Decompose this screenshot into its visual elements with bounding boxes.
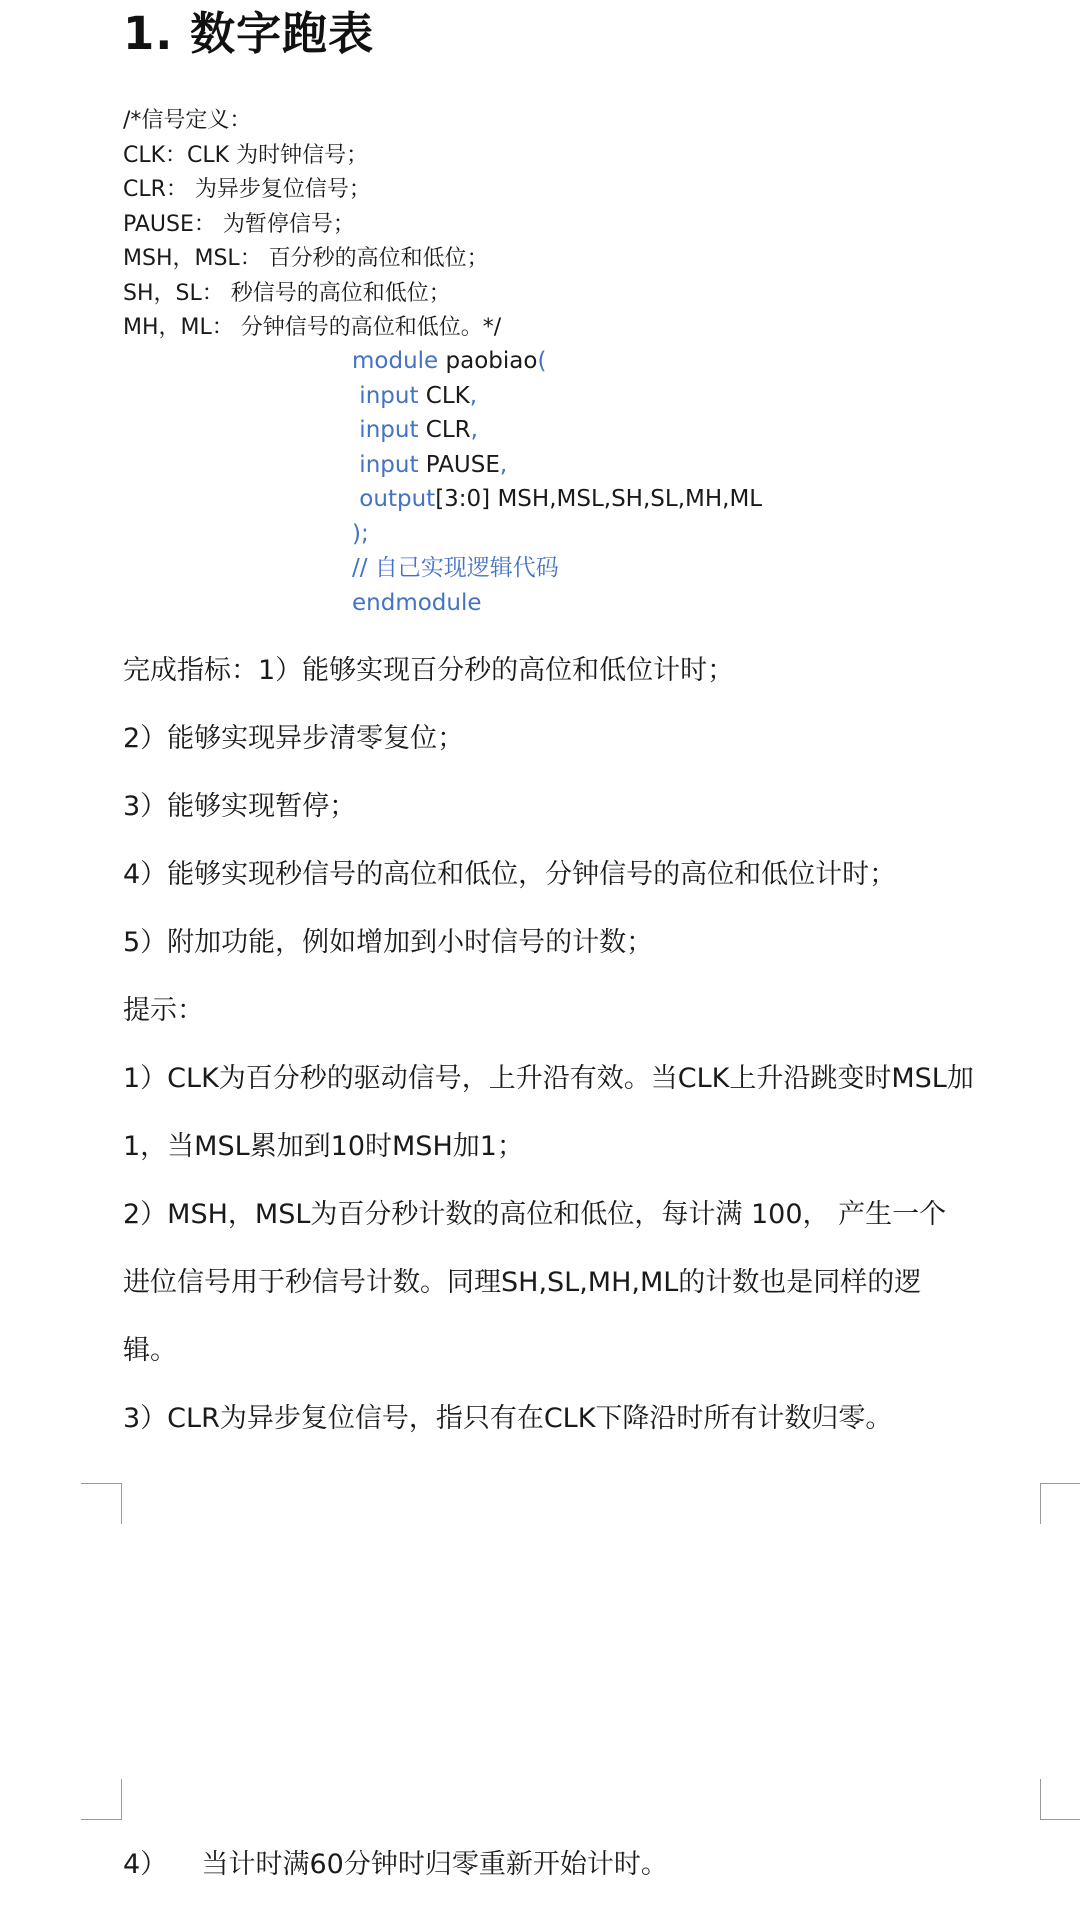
- code-line-module: [352, 344, 762, 379]
- code-comment: // 自己实现逻辑代码: [352, 555, 559, 581]
- hint-2-line-2: 进位信号用于秒信号计数。同理SH,SL,MH,ML的计数也是同样的逻: [123, 1267, 922, 1298]
- comma: ,: [469, 382, 478, 409]
- hint-title: 提示：: [123, 995, 204, 1026]
- code-line-input-pause: [352, 448, 762, 483]
- endmodule-keyword: endmodule: [352, 589, 482, 616]
- comment-line: SH，SL： 秒信号的高位和低位；: [123, 280, 451, 306]
- hint-4: 4） 当计时满60分钟时归零重新开始计时。: [123, 1849, 668, 1880]
- hint-2-line-3: 辑。: [123, 1335, 177, 1366]
- code-line-input-clk: [352, 379, 762, 414]
- open-paren: (: [537, 348, 547, 374]
- port-name: CLR: [418, 417, 471, 443]
- comment-line: MSH，MSL： 百分秒的高位和低位；: [123, 246, 489, 271]
- signal-definition-comment: [123, 104, 501, 346]
- port-name: CLK: [418, 382, 470, 409]
- page-corner-mark-top-left: [81, 1483, 122, 1524]
- comment-line: PAUSE： 为暂停信号；: [123, 211, 355, 237]
- page-corner-mark-bottom-right: [1040, 1779, 1080, 1820]
- input-keyword: input: [352, 417, 419, 443]
- comment-line: CLK：CLK 为时钟信号；: [123, 142, 369, 168]
- comma: ,: [470, 417, 478, 443]
- hint-1-line-2: 1，当MSL累加到10时MSH加1；: [123, 1131, 524, 1162]
- input-keyword: input: [352, 382, 419, 409]
- output-keyword: output: [352, 486, 436, 512]
- output-ports: [3:0] MSH,MSL,SH,SL,MH,ML: [435, 486, 763, 512]
- requirement-4: 4）能够实现秒信号的高位和低位，分钟信号的高位和低位计时；: [123, 859, 897, 890]
- requirement-5: 5）附加功能，例如增加到小时信号的计数；: [123, 927, 654, 958]
- requirement-1: 完成指标：1）能够实现百分秒的高位和低位计时；: [123, 655, 735, 686]
- port-name: PAUSE: [418, 451, 500, 478]
- code-line-output: [352, 482, 762, 517]
- hint-2-line-1: 2）MSH，MSL为百分秒计数的高位和低位，每计满 100， 产生一个: [123, 1199, 947, 1230]
- page-corner-mark-top-right: [1040, 1483, 1080, 1524]
- verilog-code-block: [352, 344, 762, 620]
- comma: ,: [499, 451, 508, 478]
- comment-line: MH，ML： 分钟信号的高位和低位。*/: [123, 315, 502, 340]
- comment-line: /*信号定义：: [123, 108, 252, 133]
- code-line-close: );: [352, 520, 369, 547]
- comment-line: CLR： 为异步复位信号；: [123, 177, 371, 202]
- hint-1-line-1: 1）CLK为百分秒的驱动信号，上升沿有效。当CLK上升沿跳变时MSL加: [123, 1063, 974, 1094]
- page-title: 1. 数字跑表: [123, 7, 375, 60]
- requirement-3: 3）能够实现暂停；: [123, 791, 357, 822]
- code-line-input-clr: [352, 413, 762, 448]
- requirement-2: 2）能够实现异步清零复位；: [123, 723, 465, 754]
- input-keyword: input: [352, 451, 419, 478]
- module-name: paobiao: [438, 348, 538, 374]
- hint-3: 3）CLR为异步复位信号，指只有在CLK下降沿时所有计数归零。: [123, 1403, 893, 1434]
- module-keyword: module: [352, 348, 439, 374]
- page-corner-mark-bottom-left: [81, 1779, 122, 1820]
